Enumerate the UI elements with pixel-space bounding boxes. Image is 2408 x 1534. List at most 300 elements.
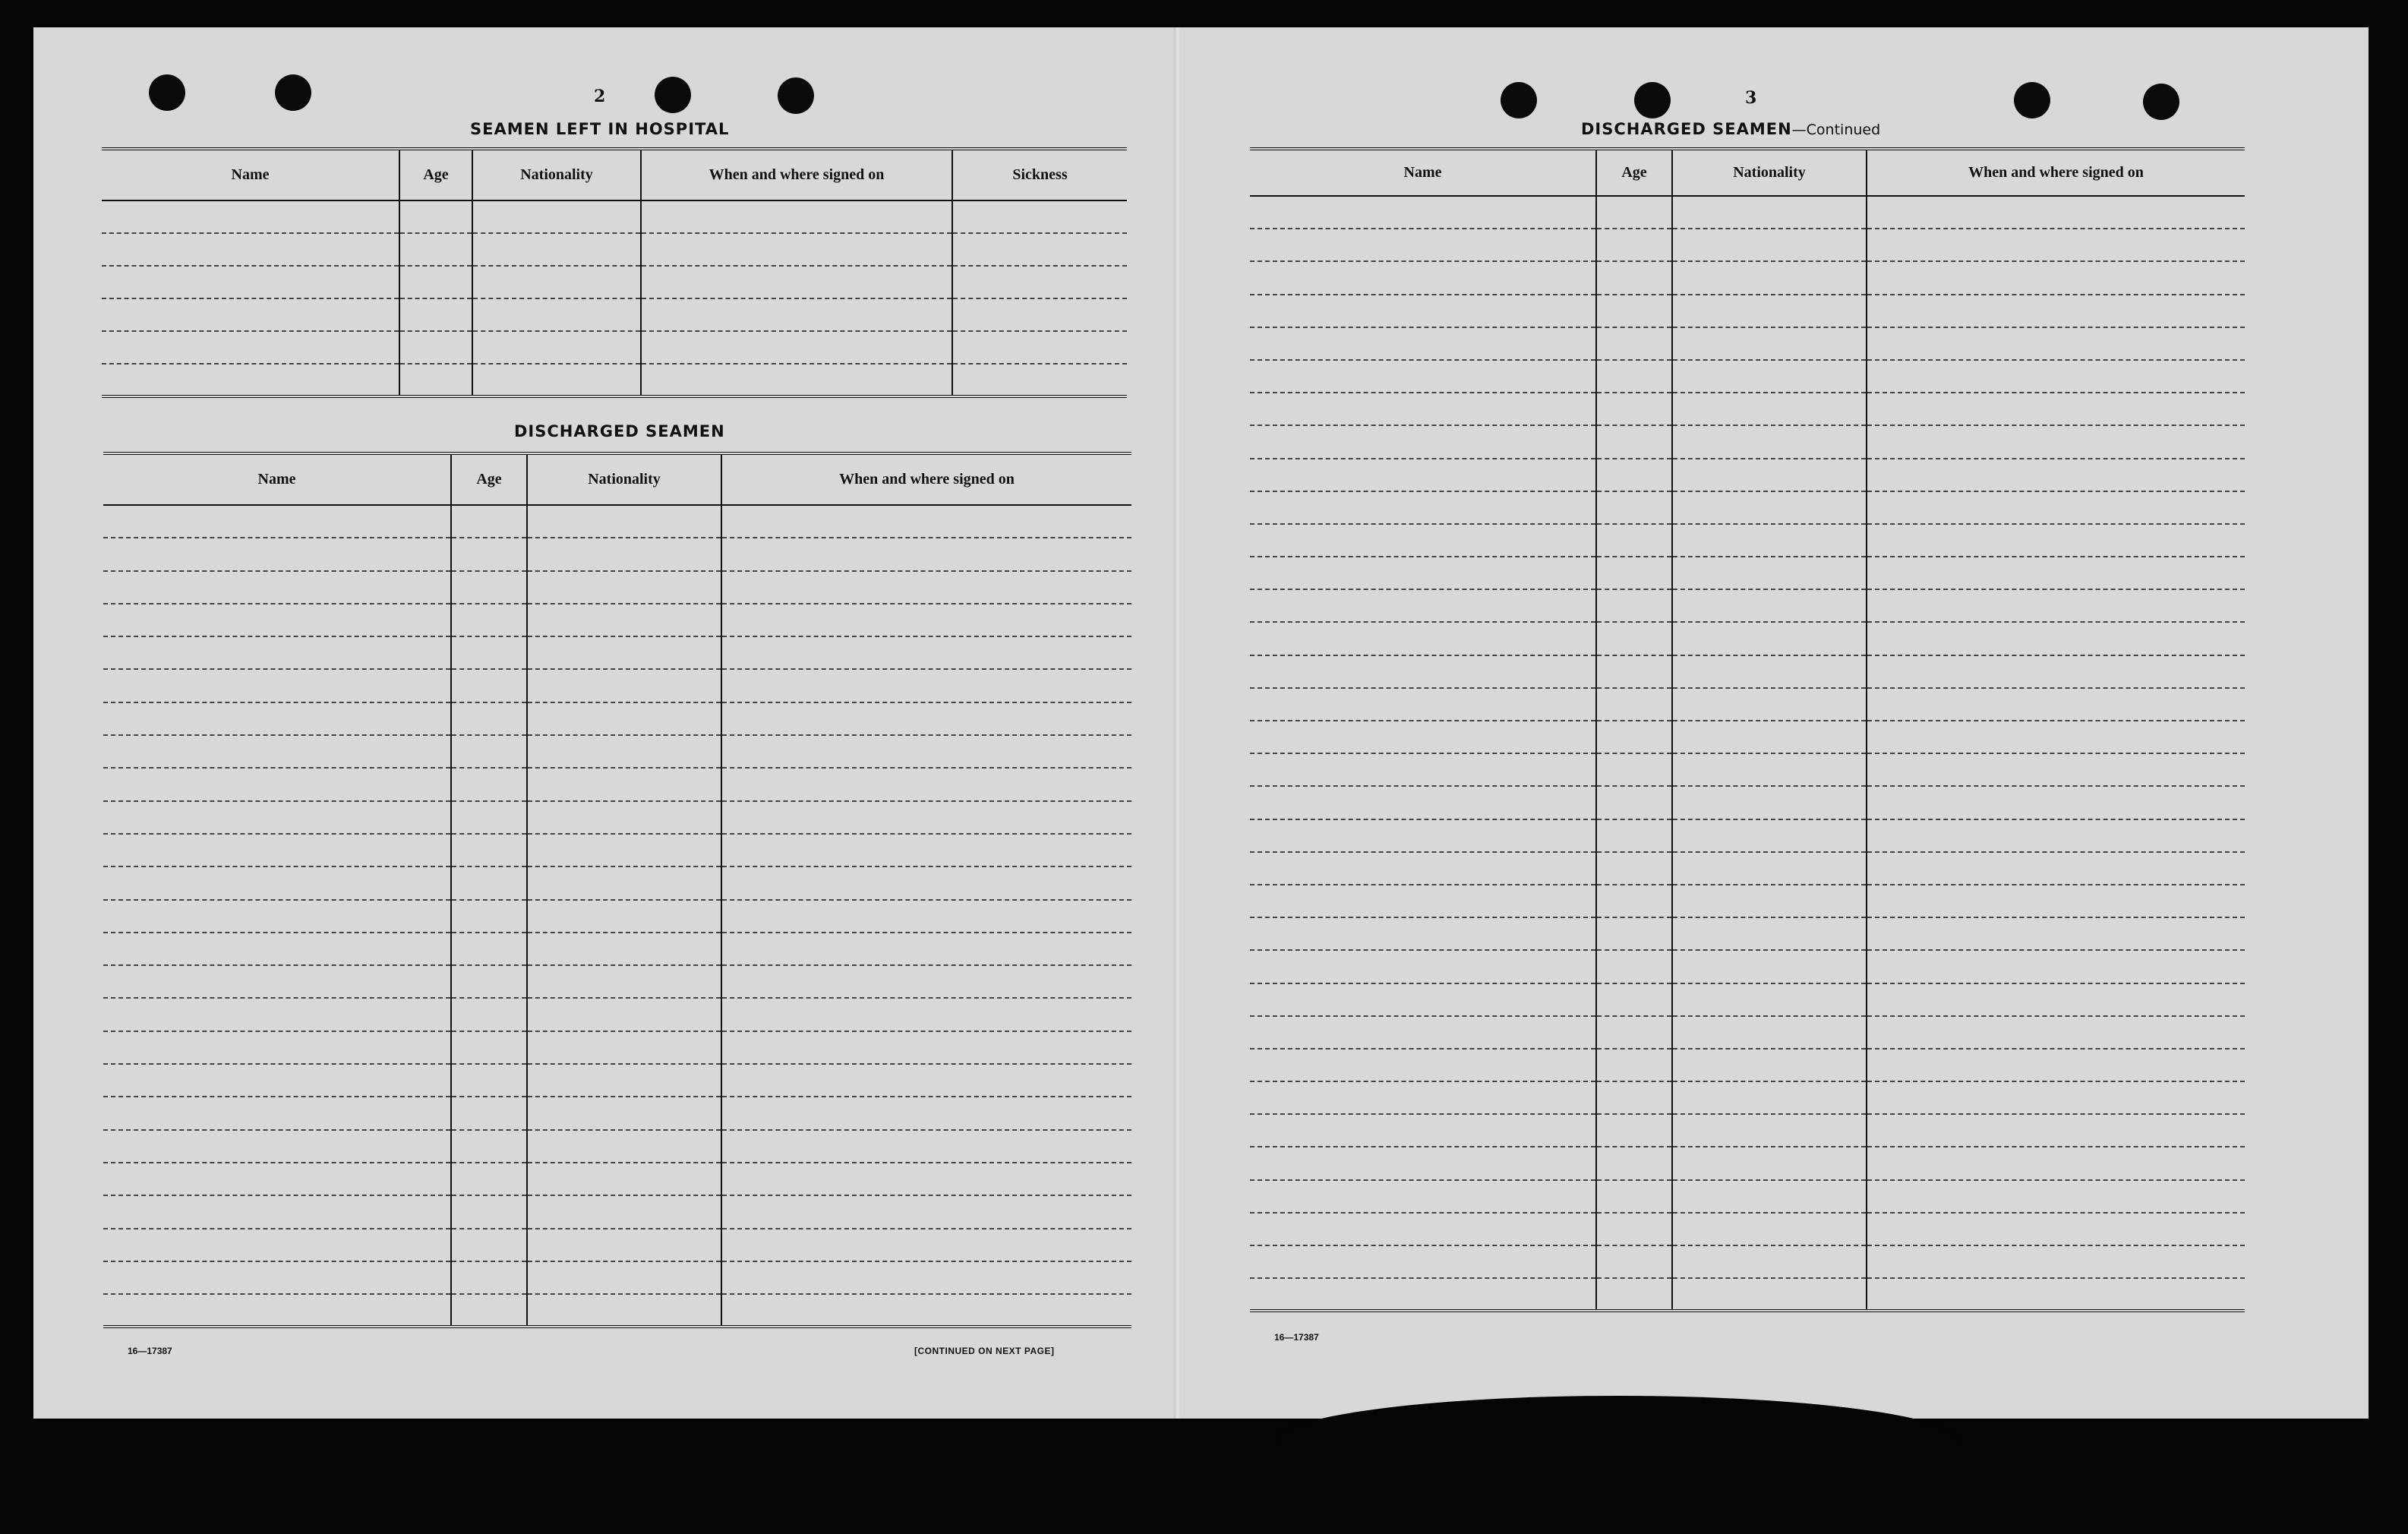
table-cell xyxy=(527,1031,721,1064)
table-cell xyxy=(103,834,451,866)
table-cell xyxy=(103,1097,451,1129)
hospital-section-title: SEAMEN LEFT IN HOSPITAL xyxy=(470,120,730,138)
table-cell xyxy=(721,1163,1131,1195)
column-header-signed-on: When and where signed on xyxy=(1867,149,2245,196)
table-cell xyxy=(527,834,721,866)
table-row xyxy=(1250,819,2245,852)
table-cell xyxy=(1250,261,1596,294)
table-cell xyxy=(1250,459,1596,491)
table-row xyxy=(102,233,1127,266)
table-cell xyxy=(103,538,451,570)
table-cell xyxy=(1672,1081,1867,1114)
table-cell xyxy=(1672,229,1867,261)
column-header-name: Name xyxy=(103,453,451,505)
table-row xyxy=(1250,1213,2245,1245)
table-cell xyxy=(1867,983,2245,1016)
table-cell xyxy=(103,669,451,702)
table-cell xyxy=(527,702,721,735)
table-cell xyxy=(1672,852,1867,885)
table-cell xyxy=(527,900,721,933)
table-cell xyxy=(1867,261,2245,294)
table-cell xyxy=(1672,491,1867,524)
table-cell xyxy=(721,1294,1131,1327)
continued-suffix: —Continued xyxy=(1791,122,1881,138)
form-code: 16—17387 xyxy=(128,1346,172,1356)
table-row xyxy=(1250,425,2245,458)
discharged-rows xyxy=(103,505,1131,1327)
table-cell xyxy=(721,1261,1131,1294)
table-cell xyxy=(102,364,399,396)
table-cell xyxy=(1672,261,1867,294)
table-cell xyxy=(721,702,1131,735)
table-cell xyxy=(1250,753,1596,786)
table-cell xyxy=(1672,1049,1867,1081)
table-cell xyxy=(1672,459,1867,491)
table-cell xyxy=(102,200,399,233)
table-cell xyxy=(1672,393,1867,425)
binder-hole xyxy=(2014,82,2050,118)
table-cell xyxy=(1672,589,1867,622)
table-row xyxy=(103,1163,1131,1195)
table-cell xyxy=(527,965,721,998)
table-cell xyxy=(1672,524,1867,557)
table-cell xyxy=(1672,1114,1867,1147)
table-cell xyxy=(103,571,451,604)
table-cell xyxy=(103,998,451,1031)
table-cell xyxy=(1867,557,2245,589)
table-cell xyxy=(451,998,527,1031)
table-cell xyxy=(451,604,527,636)
table-cell xyxy=(527,768,721,800)
table-cell xyxy=(527,1229,721,1261)
table-cell xyxy=(472,298,641,331)
table-cell xyxy=(1596,491,1672,524)
table-cell xyxy=(1596,622,1672,655)
table-cell xyxy=(103,933,451,965)
table-cell xyxy=(1250,950,1596,983)
table-cell xyxy=(103,1064,451,1097)
table-row xyxy=(103,834,1131,866)
table-cell xyxy=(1867,917,2245,950)
table-cell xyxy=(399,266,472,298)
table-cell xyxy=(1250,393,1596,425)
table-cell xyxy=(103,1229,451,1261)
table-cell xyxy=(451,1064,527,1097)
table-row xyxy=(1250,1081,2245,1114)
table-row xyxy=(1250,950,2245,983)
table-cell xyxy=(1250,786,1596,819)
table-cell xyxy=(1867,1081,2245,1114)
table-row xyxy=(1250,721,2245,753)
discharged-table xyxy=(103,452,1131,1328)
table-cell xyxy=(721,1229,1131,1261)
table-cell xyxy=(103,768,451,800)
column-header-age: Age xyxy=(451,453,527,505)
table-cell xyxy=(1867,1016,2245,1049)
table-cell xyxy=(1867,196,2245,229)
table-row xyxy=(103,636,1131,669)
table-row xyxy=(1250,688,2245,721)
table-row xyxy=(1250,852,2245,885)
table-row xyxy=(103,998,1131,1031)
column-header-signed-on: When and where signed on xyxy=(721,453,1131,505)
table-cell xyxy=(103,1031,451,1064)
page-number: 2 xyxy=(594,87,606,106)
table-cell xyxy=(1250,1180,1596,1213)
table-cell xyxy=(721,669,1131,702)
table-cell xyxy=(472,364,641,396)
table-cell xyxy=(1672,655,1867,688)
table-cell xyxy=(1596,721,1672,753)
table-cell xyxy=(721,538,1131,570)
table-cell xyxy=(1250,885,1596,917)
table-cell xyxy=(721,604,1131,636)
table-cell xyxy=(1596,885,1672,917)
table-cell xyxy=(721,571,1131,604)
binder-hole xyxy=(655,77,691,113)
column-header-signed-on: When and where signed on xyxy=(641,149,952,200)
table-cell xyxy=(451,505,527,538)
table-cell xyxy=(527,1294,721,1327)
table-row xyxy=(1250,753,2245,786)
table-cell xyxy=(527,669,721,702)
table-cell xyxy=(1596,393,1672,425)
table-cell xyxy=(1596,1245,1672,1278)
table-cell xyxy=(1596,950,1672,983)
table-cell xyxy=(1250,229,1596,261)
table-cell xyxy=(1672,721,1867,753)
table-cell xyxy=(1596,1016,1672,1049)
table-cell xyxy=(952,364,1127,396)
table-cell xyxy=(1867,1049,2245,1081)
table-cell xyxy=(103,1261,451,1294)
table-cell xyxy=(1672,425,1867,458)
table-cell xyxy=(1867,885,2245,917)
table-cell xyxy=(102,331,399,364)
table-cell xyxy=(1596,425,1672,458)
table-cell xyxy=(1672,327,1867,360)
table-cell xyxy=(103,900,451,933)
table-cell xyxy=(527,1163,721,1195)
table-cell xyxy=(527,538,721,570)
table-cell xyxy=(1596,459,1672,491)
table-cell xyxy=(1672,1245,1867,1278)
table-cell xyxy=(1250,1213,1596,1245)
table-row xyxy=(103,1261,1131,1294)
table-cell xyxy=(103,801,451,834)
table-row xyxy=(1250,360,2245,393)
table-cell xyxy=(1867,491,2245,524)
table-row xyxy=(103,735,1131,768)
table-cell xyxy=(1867,459,2245,491)
column-header-name: Name xyxy=(102,149,399,200)
table-cell xyxy=(1867,688,2245,721)
table-cell xyxy=(399,364,472,396)
table-cell xyxy=(952,233,1127,266)
table-cell xyxy=(527,604,721,636)
table-row xyxy=(102,364,1127,396)
table-cell xyxy=(103,636,451,669)
table-cell xyxy=(1596,917,1672,950)
table-cell xyxy=(721,1195,1131,1228)
left-page xyxy=(33,27,1177,1419)
table-cell xyxy=(451,702,527,735)
discharged-title-text: DISCHARGED SEAMEN xyxy=(1581,120,1792,138)
table-cell xyxy=(472,200,641,233)
table-cell xyxy=(1250,589,1596,622)
table-cell xyxy=(1596,688,1672,721)
table-cell xyxy=(451,933,527,965)
table-cell xyxy=(641,298,952,331)
table-row xyxy=(1250,261,2245,294)
table-row xyxy=(103,933,1131,965)
table-cell xyxy=(451,768,527,800)
table-cell xyxy=(103,1130,451,1163)
table-cell xyxy=(721,636,1131,669)
table-row xyxy=(103,604,1131,636)
table-cell xyxy=(451,801,527,834)
table-row xyxy=(103,900,1131,933)
column-header-nationality: Nationality xyxy=(527,453,721,505)
table-cell xyxy=(527,571,721,604)
table-cell xyxy=(721,900,1131,933)
discharged-continued-rows xyxy=(1250,196,2245,1311)
table-cell xyxy=(451,1031,527,1064)
table-row xyxy=(102,331,1127,364)
binder-hole xyxy=(778,77,814,114)
table-cell xyxy=(1672,295,1867,327)
binder-hole xyxy=(1634,82,1671,118)
table-cell xyxy=(102,233,399,266)
table-cell xyxy=(1596,1213,1672,1245)
table-cell xyxy=(1596,819,1672,852)
table-cell xyxy=(641,200,952,233)
table-cell xyxy=(103,702,451,735)
table-cell xyxy=(399,200,472,233)
table-cell xyxy=(1867,786,2245,819)
table-cell xyxy=(1596,786,1672,819)
table-cell xyxy=(527,1261,721,1294)
binder-hole xyxy=(2143,84,2179,120)
table-cell xyxy=(1250,1278,1596,1311)
table-cell xyxy=(1867,819,2245,852)
table-row xyxy=(1250,524,2245,557)
table-cell xyxy=(1596,295,1672,327)
table-cell xyxy=(721,505,1131,538)
table-row xyxy=(1250,557,2245,589)
table-cell xyxy=(1672,1147,1867,1179)
table-cell xyxy=(1867,425,2245,458)
table-cell xyxy=(952,298,1127,331)
column-header-nationality: Nationality xyxy=(472,149,641,200)
table-cell xyxy=(472,266,641,298)
table-cell xyxy=(451,735,527,768)
hospital-rows xyxy=(102,200,1127,396)
table-cell xyxy=(952,266,1127,298)
table-cell xyxy=(1596,261,1672,294)
table-cell xyxy=(1596,1180,1672,1213)
table-cell xyxy=(1867,1213,2245,1245)
table-cell xyxy=(1672,983,1867,1016)
table-row xyxy=(1250,622,2245,655)
table-cell xyxy=(1672,950,1867,983)
table-cell xyxy=(1250,721,1596,753)
table-cell xyxy=(1867,393,2245,425)
table-cell xyxy=(1250,655,1596,688)
table-row xyxy=(1250,885,2245,917)
table-cell xyxy=(721,998,1131,1031)
table-row xyxy=(103,1294,1131,1327)
table-cell xyxy=(451,1195,527,1228)
table-row xyxy=(1250,786,2245,819)
table-cell xyxy=(1867,852,2245,885)
table-cell xyxy=(1672,622,1867,655)
table-cell xyxy=(1250,327,1596,360)
table-cell xyxy=(721,965,1131,998)
table-cell xyxy=(527,636,721,669)
table-cell xyxy=(1250,1081,1596,1114)
table-cell xyxy=(1250,196,1596,229)
table-row xyxy=(1250,491,2245,524)
binder-hole xyxy=(1501,82,1537,118)
table-cell xyxy=(1867,1114,2245,1147)
table-cell xyxy=(527,1097,721,1129)
table-cell xyxy=(451,1163,527,1195)
table-cell xyxy=(451,1229,527,1261)
page-number: 3 xyxy=(1745,88,1757,108)
table-cell xyxy=(527,801,721,834)
table-row xyxy=(103,866,1131,899)
table-cell xyxy=(1596,196,1672,229)
table-cell xyxy=(451,866,527,899)
column-header-age: Age xyxy=(399,149,472,200)
table-cell xyxy=(1867,524,2245,557)
table-cell xyxy=(527,933,721,965)
table-cell xyxy=(1672,753,1867,786)
table-cell xyxy=(1596,1278,1672,1311)
table-cell xyxy=(1672,1180,1867,1213)
table-row xyxy=(103,571,1131,604)
table-cell xyxy=(1672,819,1867,852)
table-cell xyxy=(451,1261,527,1294)
table-cell xyxy=(721,866,1131,899)
table-cell xyxy=(1672,688,1867,721)
table-row xyxy=(102,266,1127,298)
table-cell xyxy=(1250,622,1596,655)
table-cell xyxy=(527,866,721,899)
table-cell xyxy=(1596,557,1672,589)
table-row xyxy=(102,200,1127,233)
table-cell xyxy=(451,571,527,604)
table-cell xyxy=(721,801,1131,834)
table-cell xyxy=(1250,295,1596,327)
table-cell xyxy=(1867,295,2245,327)
table-row xyxy=(103,768,1131,800)
table-cell xyxy=(721,834,1131,866)
table-cell xyxy=(1867,1180,2245,1213)
table-cell xyxy=(1250,917,1596,950)
table-cell xyxy=(451,834,527,866)
table-cell xyxy=(472,331,641,364)
table-row xyxy=(1250,1147,2245,1179)
table-cell xyxy=(103,505,451,538)
table-cell xyxy=(1250,1114,1596,1147)
table-cell xyxy=(721,1064,1131,1097)
table-cell xyxy=(1672,917,1867,950)
table-row xyxy=(103,1031,1131,1064)
table-row xyxy=(103,1195,1131,1228)
table-cell xyxy=(102,298,399,331)
table-cell xyxy=(1250,1245,1596,1278)
table-cell xyxy=(1250,1147,1596,1179)
table-row xyxy=(102,298,1127,331)
table-cell xyxy=(103,1294,451,1327)
table-cell xyxy=(399,331,472,364)
table-row xyxy=(1250,1049,2245,1081)
table-cell xyxy=(952,331,1127,364)
table-cell xyxy=(527,505,721,538)
table-cell xyxy=(1596,753,1672,786)
table-cell xyxy=(527,1195,721,1228)
table-cell xyxy=(527,998,721,1031)
table-cell xyxy=(1596,360,1672,393)
discharged-continued-table xyxy=(1250,147,2245,1312)
table-cell xyxy=(1596,1049,1672,1081)
table-row xyxy=(1250,196,2245,229)
table-row xyxy=(103,1097,1131,1129)
table-cell xyxy=(1867,360,2245,393)
table-cell xyxy=(1867,1147,2245,1179)
table-cell xyxy=(721,1097,1131,1129)
table-cell xyxy=(721,735,1131,768)
table-row xyxy=(1250,655,2245,688)
table-cell xyxy=(1867,721,2245,753)
table-cell xyxy=(1867,655,2245,688)
table-cell xyxy=(1672,885,1867,917)
table-row xyxy=(103,669,1131,702)
table-row xyxy=(103,505,1131,538)
table-cell xyxy=(641,266,952,298)
column-header-age: Age xyxy=(1596,149,1672,196)
table-cell xyxy=(1250,360,1596,393)
table-cell xyxy=(1596,1081,1672,1114)
table-cell xyxy=(102,266,399,298)
table-cell xyxy=(103,1195,451,1228)
table-row xyxy=(1250,589,2245,622)
table-cell xyxy=(1867,229,2245,261)
table-cell xyxy=(721,933,1131,965)
table-cell xyxy=(1596,589,1672,622)
table-cell xyxy=(1867,1245,2245,1278)
table-cell xyxy=(1250,852,1596,885)
table-row xyxy=(1250,295,2245,327)
table-cell xyxy=(1596,852,1672,885)
table-row xyxy=(103,538,1131,570)
table-cell xyxy=(103,604,451,636)
table-cell xyxy=(1250,425,1596,458)
hospital-table xyxy=(102,147,1127,398)
table-cell xyxy=(103,735,451,768)
table-cell xyxy=(451,538,527,570)
continued-note: [CONTINUED ON NEXT PAGE] xyxy=(914,1346,1055,1356)
table-cell xyxy=(1250,524,1596,557)
table-cell xyxy=(1596,229,1672,261)
table-cell xyxy=(1867,622,2245,655)
table-row xyxy=(103,1130,1131,1163)
table-row xyxy=(1250,1114,2245,1147)
form-code: 16—17387 xyxy=(1274,1332,1319,1343)
table-row xyxy=(1250,393,2245,425)
